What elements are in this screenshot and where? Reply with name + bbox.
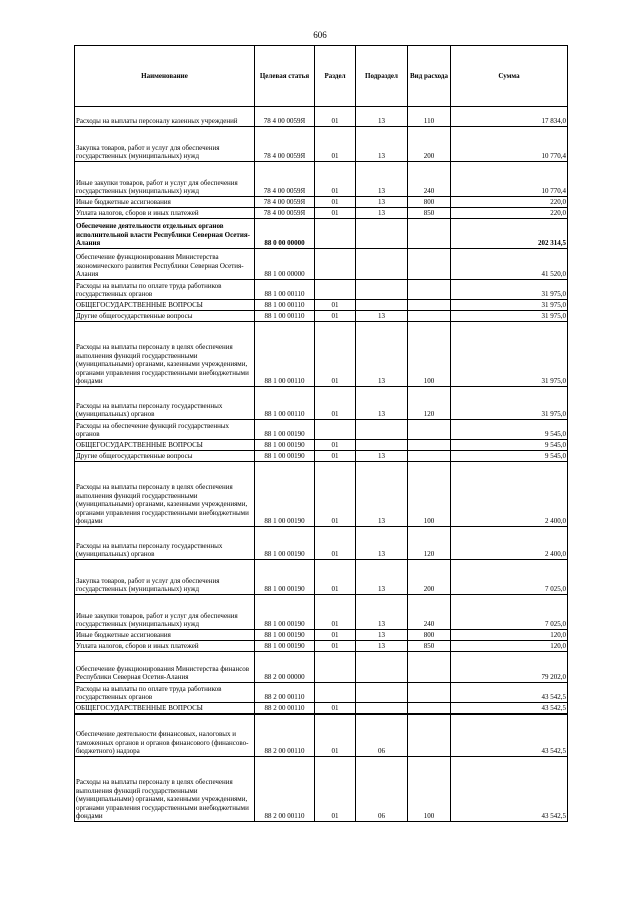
row-sum: 120,0 xyxy=(451,641,568,652)
row-name: Расходы на выплаты по оплате труда работников государственных органов xyxy=(75,683,255,703)
row-subsection: 13 xyxy=(356,451,408,462)
row-section xyxy=(315,219,356,249)
row-subsection xyxy=(356,652,408,683)
row-subsection: 13 xyxy=(356,641,408,652)
row-subsection: 13 xyxy=(356,560,408,595)
budget-table xyxy=(74,45,568,822)
row-sum: 7 025,0 xyxy=(451,560,568,595)
row-name: Другие общегосударственные вопросы xyxy=(75,451,255,462)
row-name: Расходы на выплаты персоналу государственных (муниципальных) органов xyxy=(75,387,255,420)
row-section: 01 xyxy=(315,127,356,162)
row-expense-kind: 100 xyxy=(408,462,451,527)
row-target-article: 88 2 00 00110 xyxy=(255,703,315,715)
row-subsection: 13 xyxy=(356,107,408,127)
row-target-article: 88 1 00 00110 xyxy=(255,311,315,322)
table-row xyxy=(75,107,568,127)
row-subsection xyxy=(356,703,408,715)
row-subsection: 13 xyxy=(356,311,408,322)
row-section: 01 xyxy=(315,560,356,595)
row-target-article: 88 1 00 00190 xyxy=(255,440,315,451)
row-name: ОБЩЕГОСУДАРСТВЕННЫЕ ВОПРОСЫ xyxy=(75,300,255,311)
row-sum: 41 520,0 xyxy=(451,249,568,280)
row-expense-kind: 850 xyxy=(408,208,451,219)
row-section xyxy=(315,420,356,440)
row-expense-kind xyxy=(408,451,451,462)
row-subsection xyxy=(356,300,408,311)
row-name: Закупка товаров, работ и услуг для обеспечения государственных (муниципальных) нужд xyxy=(75,560,255,595)
row-expense-kind: 110 xyxy=(408,107,451,127)
row-subsection: 13 xyxy=(356,208,408,219)
row-target-article: 88 1 00 00000 xyxy=(255,249,315,280)
row-expense-kind xyxy=(408,714,451,757)
row-target-article: 88 1 00 00110 xyxy=(255,322,315,387)
row-expense-kind xyxy=(408,249,451,280)
row-expense-kind xyxy=(408,219,451,249)
table-row xyxy=(75,280,568,300)
row-target-article: 88 1 00 00190 xyxy=(255,560,315,595)
row-target-article: 88 1 00 00190 xyxy=(255,527,315,560)
row-subsection xyxy=(356,280,408,300)
row-section: 01 xyxy=(315,462,356,527)
row-sum: 9 545,0 xyxy=(451,440,568,451)
row-target-article: 88 2 00 00110 xyxy=(255,714,315,757)
row-name: Иные бюджетные ассигнования xyxy=(75,630,255,641)
row-section: 01 xyxy=(315,311,356,322)
table-row xyxy=(75,652,568,683)
row-section xyxy=(315,249,356,280)
row-name: Другие общегосударственные вопросы xyxy=(75,311,255,322)
row-target-article: 88 1 00 00190 xyxy=(255,451,315,462)
row-name: Расходы на выплаты персоналу в целях обеспечения выполнения функций государственными (муниципальными) органами, казенными учреждениями, органами управления государственными внебюджетными фондами xyxy=(75,322,255,387)
row-target-article: 88 1 00 00190 xyxy=(255,630,315,641)
table-row xyxy=(75,420,568,440)
row-name: Уплата налогов, сборов и иных платежей xyxy=(75,208,255,219)
row-section: 01 xyxy=(315,641,356,652)
table-row xyxy=(75,127,568,162)
table-row xyxy=(75,527,568,560)
row-section: 01 xyxy=(315,107,356,127)
table-row xyxy=(75,197,568,208)
row-section: 01 xyxy=(315,757,356,822)
row-expense-kind xyxy=(408,652,451,683)
table-row xyxy=(75,462,568,527)
table-row xyxy=(75,311,568,322)
row-expense-kind: 240 xyxy=(408,595,451,630)
row-name: Закупка товаров, работ и услуг для обеспечения государственных (муниципальных) нужд xyxy=(75,127,255,162)
row-section xyxy=(315,683,356,703)
row-sum: 120,0 xyxy=(451,630,568,641)
header-sum: Сумма xyxy=(451,46,568,107)
row-sum: 43 542,5 xyxy=(451,757,568,822)
row-target-article: 88 1 00 00110 xyxy=(255,300,315,311)
table-row xyxy=(75,208,568,219)
row-expense-kind: 100 xyxy=(408,322,451,387)
table-row xyxy=(75,249,568,280)
row-section: 01 xyxy=(315,440,356,451)
row-expense-kind: 200 xyxy=(408,560,451,595)
row-target-article: 88 2 00 00110 xyxy=(255,683,315,703)
row-name: Расходы на выплаты персоналу государственных (муниципальных) органов xyxy=(75,527,255,560)
row-target-article: 78 4 00 0059Я xyxy=(255,127,315,162)
row-expense-kind xyxy=(408,420,451,440)
row-sum: 10 770,4 xyxy=(451,162,568,197)
row-section: 01 xyxy=(315,527,356,560)
row-target-article: 78 4 00 0059Я xyxy=(255,208,315,219)
row-expense-kind: 120 xyxy=(408,527,451,560)
row-expense-kind xyxy=(408,300,451,311)
table-row xyxy=(75,703,568,715)
row-subsection xyxy=(356,219,408,249)
row-sum: 17 834,0 xyxy=(451,107,568,127)
row-sum: 43 542,5 xyxy=(451,703,568,715)
row-name: Иные закупки товаров, работ и услуг для обеспечения государственных (муниципальных) нужд xyxy=(75,162,255,197)
row-subsection xyxy=(356,440,408,451)
row-section: 01 xyxy=(315,595,356,630)
row-expense-kind: 240 xyxy=(408,162,451,197)
row-name: Обеспечение функционирования Министерства экономического развития Республики Северная Осетия-Алания xyxy=(75,249,255,280)
row-name: Обеспечение функционирования Министерства финансов Республики Северная Осетия-Алания xyxy=(75,652,255,683)
row-subsection: 06 xyxy=(356,757,408,822)
row-subsection: 06 xyxy=(356,714,408,757)
row-subsection: 13 xyxy=(356,162,408,197)
table-row xyxy=(75,641,568,652)
row-name: Обеспечение деятельности отдельных органов исполнительной власти Республики Северная Осетия-Алания xyxy=(75,219,255,249)
header-subsection: Подраздел xyxy=(356,46,408,107)
row-name: Расходы на выплаты персоналу в целях обеспечения выполнения функций государственными (муниципальными) органами, казенными учреждениями, органами управления государственными внебюджетными фондами xyxy=(75,462,255,527)
row-sum: 220,0 xyxy=(451,208,568,219)
row-section xyxy=(315,280,356,300)
row-name: Расходы на выплаты персоналу казенных учреждений xyxy=(75,107,255,127)
table-row xyxy=(75,630,568,641)
row-expense-kind xyxy=(408,703,451,715)
row-sum: 10 770,4 xyxy=(451,127,568,162)
row-section: 01 xyxy=(315,451,356,462)
table-row xyxy=(75,387,568,420)
table-row xyxy=(75,714,568,757)
table-row xyxy=(75,683,568,703)
row-target-article: 88 1 00 00110 xyxy=(255,280,315,300)
row-target-article: 78 4 00 0059Я xyxy=(255,107,315,127)
row-expense-kind xyxy=(408,311,451,322)
row-section: 01 xyxy=(315,162,356,197)
row-target-article: 88 1 00 00190 xyxy=(255,420,315,440)
row-expense-kind: 120 xyxy=(408,387,451,420)
header-section: Раздел xyxy=(315,46,356,107)
row-section: 01 xyxy=(315,630,356,641)
row-name: ОБЩЕГОСУДАРСТВЕННЫЕ ВОПРОСЫ xyxy=(75,703,255,715)
row-name: Расходы на выплаты по оплате труда работников государственных органов xyxy=(75,280,255,300)
row-sum: 43 542,5 xyxy=(451,683,568,703)
page-number: 606 xyxy=(313,30,327,40)
row-section: 01 xyxy=(315,387,356,420)
row-target-article: 88 1 00 00190 xyxy=(255,595,315,630)
table-row xyxy=(75,757,568,822)
row-expense-kind xyxy=(408,440,451,451)
row-subsection: 13 xyxy=(356,527,408,560)
row-sum: 31 975,0 xyxy=(451,280,568,300)
row-subsection xyxy=(356,420,408,440)
row-subsection: 13 xyxy=(356,630,408,641)
row-expense-kind: 200 xyxy=(408,127,451,162)
row-section: 01 xyxy=(315,703,356,715)
row-subsection: 13 xyxy=(356,322,408,387)
table-body xyxy=(75,107,568,822)
row-target-article: 88 2 00 00000 xyxy=(255,652,315,683)
row-sum: 43 542,5 xyxy=(451,714,568,757)
row-target-article: 78 4 00 0059Я xyxy=(255,197,315,208)
row-subsection: 13 xyxy=(356,197,408,208)
row-section: 01 xyxy=(315,714,356,757)
row-target-article: 88 1 00 00190 xyxy=(255,462,315,527)
row-sum: 220,0 xyxy=(451,197,568,208)
row-expense-kind: 850 xyxy=(408,641,451,652)
row-sum: 2 400,0 xyxy=(451,527,568,560)
table-row xyxy=(75,322,568,387)
row-name: ОБЩЕГОСУДАРСТВЕННЫЕ ВОПРОСЫ xyxy=(75,440,255,451)
table-row xyxy=(75,451,568,462)
row-sum: 7 025,0 xyxy=(451,595,568,630)
row-expense-kind: 100 xyxy=(408,757,451,822)
row-sum: 79 202,0 xyxy=(451,652,568,683)
row-section: 01 xyxy=(315,197,356,208)
header-name: Наименование xyxy=(75,46,255,107)
header-code: Целевая статья xyxy=(255,46,315,107)
row-subsection xyxy=(356,683,408,703)
row-name: Расходы на выплаты персоналу в целях обеспечения выполнения функций государственными (муниципальными) органами, казенными учреждениями, органами управления государственными внебюджетными фондами xyxy=(75,757,255,822)
row-sum: 31 975,0 xyxy=(451,387,568,420)
row-name: Иные бюджетные ассигнования xyxy=(75,197,255,208)
row-target-article: 88 0 00 00000 xyxy=(255,219,315,249)
row-section: 01 xyxy=(315,322,356,387)
table-row xyxy=(75,219,568,249)
row-target-article: 88 1 00 00190 xyxy=(255,641,315,652)
row-subsection xyxy=(356,249,408,280)
row-name: Уплата налогов, сборов и иных платежей xyxy=(75,641,255,652)
row-name: Обеспечение деятельности финансовых, налоговых и таможенных органов и органов финансового (финансово-бюджетного) надзора xyxy=(75,714,255,757)
row-name: Иные закупки товаров, работ и услуг для обеспечения государственных (муниципальных) нужд xyxy=(75,595,255,630)
row-subsection: 13 xyxy=(356,595,408,630)
row-name: Расходы на обеспечение функций государственных органов xyxy=(75,420,255,440)
row-sum: 31 975,0 xyxy=(451,311,568,322)
table-header-row xyxy=(75,46,568,107)
row-subsection: 13 xyxy=(356,462,408,527)
row-sum: 9 545,0 xyxy=(451,420,568,440)
row-sum: 31 975,0 xyxy=(451,300,568,311)
row-target-article: 88 2 00 00110 xyxy=(255,757,315,822)
row-expense-kind: 800 xyxy=(408,630,451,641)
row-target-article: 78 4 00 0059Я xyxy=(255,162,315,197)
row-sum: 31 975,0 xyxy=(451,322,568,387)
row-section: 01 xyxy=(315,208,356,219)
row-target-article: 88 1 00 00110 xyxy=(255,387,315,420)
table-row xyxy=(75,560,568,595)
table-row xyxy=(75,162,568,197)
row-section: 01 xyxy=(315,300,356,311)
row-sum: 2 400,0 xyxy=(451,462,568,527)
row-subsection: 13 xyxy=(356,127,408,162)
row-expense-kind: 800 xyxy=(408,197,451,208)
row-sum: 202 314,5 xyxy=(451,219,568,249)
header-kind: Вид расхода xyxy=(408,46,451,107)
table-row xyxy=(75,300,568,311)
row-sum: 9 545,0 xyxy=(451,451,568,462)
row-expense-kind xyxy=(408,280,451,300)
row-subsection: 13 xyxy=(356,387,408,420)
table-row xyxy=(75,440,568,451)
row-section xyxy=(315,652,356,683)
row-expense-kind xyxy=(408,683,451,703)
table-row xyxy=(75,595,568,630)
